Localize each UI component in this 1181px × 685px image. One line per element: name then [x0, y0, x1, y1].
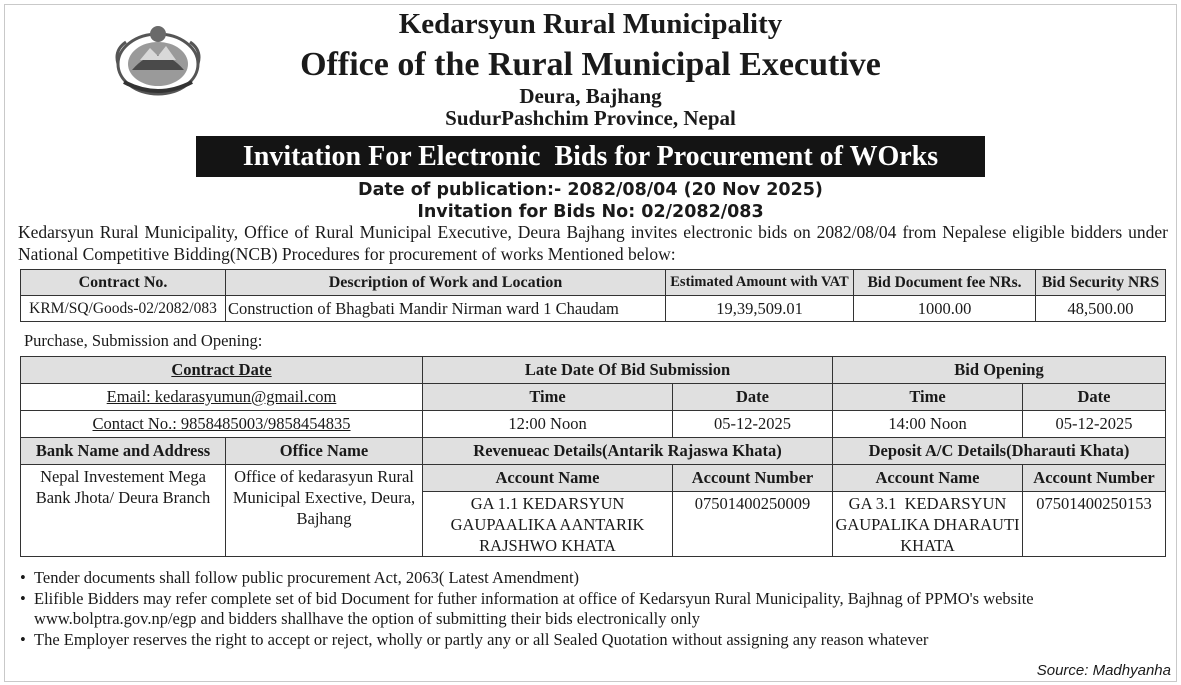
- bank-header: Bank Name and Address: [21, 438, 226, 465]
- contract-date-header: [21, 357, 423, 384]
- office-name-cell: Office of kedarasyun Rural Municipal Exective, Deura, Bajhang: [226, 465, 423, 557]
- deposit-account-number-header: Account Number: [1023, 465, 1166, 492]
- revenue-account-name: GA 1.1 KEDARSYUN GAUPAALIKA AANTARIK RAJSHWO KHATA: [423, 492, 673, 557]
- opening-time-header: Time: [833, 384, 1023, 411]
- opening-date-header: Date: [1023, 384, 1166, 411]
- opening-time: 14:00 Noon: [833, 411, 1023, 438]
- column-header: Description of Work and Location: [226, 270, 666, 296]
- list-item: [20, 630, 1170, 651]
- note-text: Tender documents shall follow public procurement Act, 2063( Latest Amendment): [34, 568, 580, 587]
- bullet-icon: •: [20, 629, 26, 649]
- submission-time: 12:00 Noon: [423, 411, 673, 438]
- revenue-account-number: 07501400250009: [673, 492, 833, 557]
- location: Deura, Bajhang: [519, 84, 662, 108]
- deposit-account-name: GA 3.1 KEDARSYUN GAUPALIKA DHARAUTI KHATA: [833, 492, 1023, 557]
- revenue-header: Revenueac Details(Antarik Rajaswa Khata): [423, 438, 833, 465]
- contract-number: KRM/SQ/Goods-02/2082/083: [21, 296, 226, 322]
- column-header: Bid Security NRS: [1036, 270, 1166, 296]
- contract-date-label: Contract Date: [171, 360, 272, 379]
- bid-security: 48,500.00: [1036, 296, 1166, 322]
- estimated-amount: 19,39,509.01: [666, 296, 854, 322]
- column-header: Bid Document fee NRs.: [854, 270, 1036, 296]
- intro-paragraph: Kedarsyun Rural Municipality, Office of Rural Municipal Executive, Deura Bajhang invites electronic bids on 2082/08/04 from Nepalese eligible bidders under National Competitive Bidding(NCB) Procedures for procurement of works Mentioned below:: [18, 222, 1168, 264]
- table-header-row: [21, 270, 1166, 296]
- source-credit: Source: Madhyanha: [1036, 662, 1171, 679]
- schedule-table: [20, 356, 1166, 557]
- bid-opening-header: Bid Opening: [833, 357, 1166, 384]
- bid-number: Invitation for Bids No: 02/2082/083: [417, 202, 764, 222]
- office-header: Office Name: [226, 438, 423, 465]
- opening-date: 05-12-2025: [1023, 411, 1166, 438]
- purchase-label: Purchase, Submission and Opening:: [24, 331, 263, 350]
- email-cell: [21, 384, 423, 411]
- municipality-name: Kedarsyun Rural Municipality: [398, 8, 783, 40]
- deposit-account-number: 07501400250153: [1023, 492, 1166, 557]
- revenue-account-name-header: Account Name: [423, 465, 673, 492]
- late-date-header: Late Date Of Bid Submission: [423, 357, 833, 384]
- email-link[interactable]: Email: kedarasyumun@gmail.com: [106, 387, 337, 406]
- publication-date: Date of publication:- 2082/08/04 (20 Nov 2025): [358, 180, 823, 200]
- contact-link[interactable]: Contact No.: 9858485003/9858454835: [92, 414, 351, 433]
- list-item: [20, 589, 1170, 630]
- deposit-header: Deposit A/C Details(Dharauti Khata): [833, 438, 1166, 465]
- notes-list: [20, 568, 1170, 650]
- office-name: Office of the Rural Municipal Executive: [300, 46, 881, 83]
- table-row: [21, 296, 1166, 322]
- notice-title-banner: Invitation For Electronic Bids for Procurement of WOrks: [196, 136, 985, 177]
- submission-time-header: Time: [423, 384, 673, 411]
- bank-name: Nepal Investement Mega Bank Jhota/ Deura Branch: [21, 465, 226, 557]
- deposit-account-name-header: Account Name: [833, 465, 1023, 492]
- column-header: Contract No.: [21, 270, 226, 296]
- contact-cell: [21, 411, 423, 438]
- submission-date: 05-12-2025: [673, 411, 833, 438]
- work-description: Construction of Bhagbati Mandir Nirman ward 1 Chaudam: [226, 296, 666, 322]
- list-item: [20, 568, 1170, 589]
- bid-document-fee: 1000.00: [854, 296, 1036, 322]
- contract-table: [20, 269, 1166, 322]
- revenue-account-number-header: Account Number: [673, 465, 833, 492]
- note-text: The Employer reserves the right to accept or reject, wholly or partly any or all Sealed Quotation without assigning any reason whatever: [34, 629, 929, 649]
- bullet-icon: •: [20, 568, 26, 587]
- note-text: Elifible Bidders may refer complete set of bid Document for futher information at office of Kedarsyun Rural Municipality, Bajhnag of PPMO's website www.bolptra.gov.np/egp and bidders shallhave the option of submitting their bids electronically only: [34, 588, 1034, 628]
- submission-date-header: Date: [673, 384, 833, 411]
- bullet-icon: •: [20, 588, 26, 608]
- column-header: Estimated Amount with VAT: [666, 270, 854, 296]
- province: SudurPashchim Province, Nepal: [445, 106, 736, 130]
